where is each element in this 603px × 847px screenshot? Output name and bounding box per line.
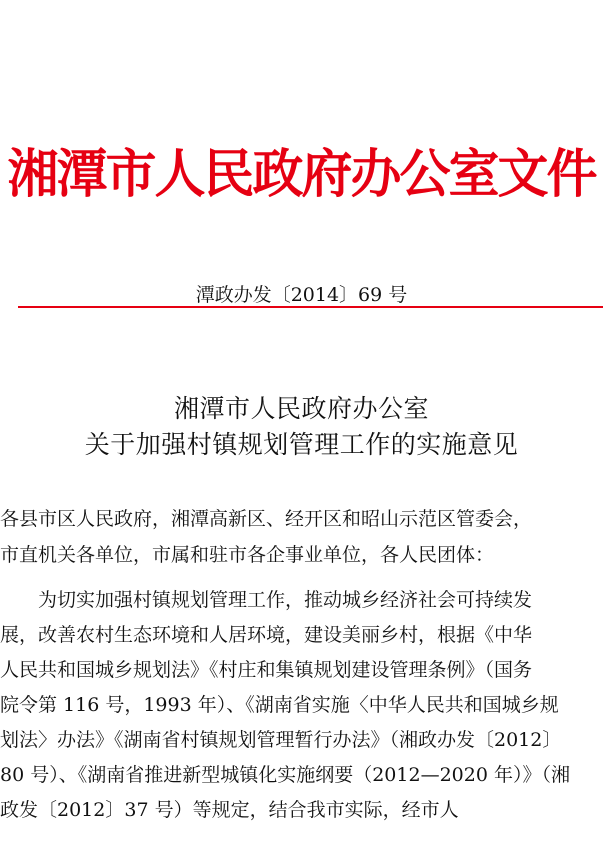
paragraph-line-3: 人民共和国城乡规划法》《村庄和集镇规划建设管理条例》（国务	[0, 659, 533, 681]
paragraph-line-4: 院令第 116 号，1993 年）、《湖南省实施〈中华人民共和国城乡规	[0, 694, 559, 716]
addressee-line-1: 各县市区人民政府，湘潭高新区、经开区和昭山示范区管委会，	[0, 508, 533, 530]
red-divider-line	[18, 306, 603, 308]
addressee-line-2: 市直机关各单位，市属和驻市各企事业单位，各人民团体：	[0, 544, 495, 566]
document-masthead: 湘潭市人民政府办公室文件	[7, 144, 596, 205]
document-title-line-1: 湘潭市人民政府办公室	[173, 394, 429, 423]
paragraph-line-5: 划法〉办法》《湖南省村镇规划管理暂行办法》（湘政办发〔2012〕	[0, 729, 562, 751]
document-number: 潭政办发〔2014〕69 号	[195, 284, 408, 306]
paragraph-line-1: 为切实加强村镇规划管理工作，推动城乡经济社会可持续发	[38, 589, 533, 611]
document-title-line-2: 关于加强村镇规划管理工作的实施意见	[84, 430, 519, 459]
paragraph-line-6: 80 号）、《湖南省推进新型城镇化实施纲要（2012—2020 年）》（湘	[0, 764, 570, 786]
paragraph-line-2: 展，改善农村生态环境和人居环境，建设美丽乡村，根据《中华	[0, 624, 533, 646]
paragraph-line-7: 政发〔2012〕37 号）等规定，结合我市实际，经市人	[0, 799, 459, 821]
